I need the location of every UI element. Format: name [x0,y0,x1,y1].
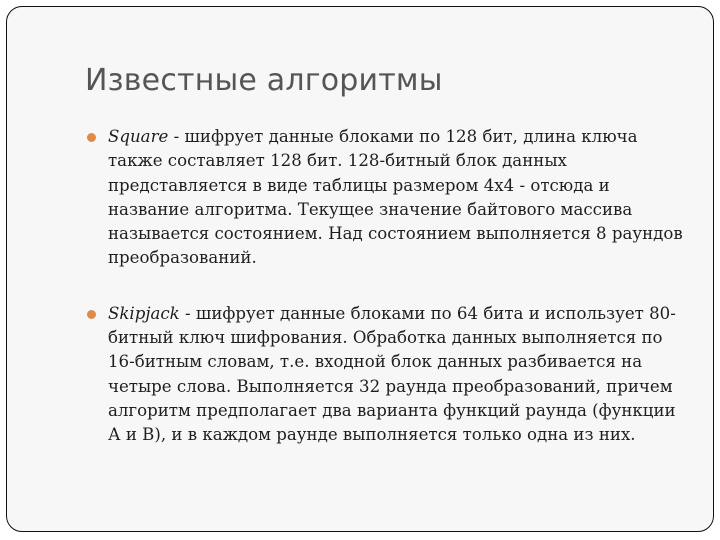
bullet-text: - шифрует данные блоками по 64 бита и использует 80-битный ключ шифрования. Обработка данных выполняется по 16-битным словам, т.е. входной блок данных разбивается на четыре слова. Выполняется 32 раунда преобразований, причем алгоритм предполагает два варианта функций раунда (функции А и В), и в каждом раунде выполняется только одна из них. [108,303,676,445]
bullet-text: - шифрует данные блоками по 128 бит, длина ключа также составляет 128 бит. 128-битный блок данных представляется в виде таблицы размером 4х4 - отсюда и название алгоритма. Текущее значение байтового массива называется состоянием. Над состоянием выполняется 8 раундов преобразований. [108,127,683,268]
round-bullet-icon [87,310,96,319]
bullet-item-skipjack [85,302,685,448]
slide-frame [6,6,714,532]
bullet-item-square [85,125,685,271]
bullet-term: Square [108,127,169,146]
bullet-term: Skipjack [108,303,180,323]
round-bullet-icon [87,133,96,142]
slide-content [85,125,685,479]
slide-title: Известные алгоритмы [85,63,443,98]
